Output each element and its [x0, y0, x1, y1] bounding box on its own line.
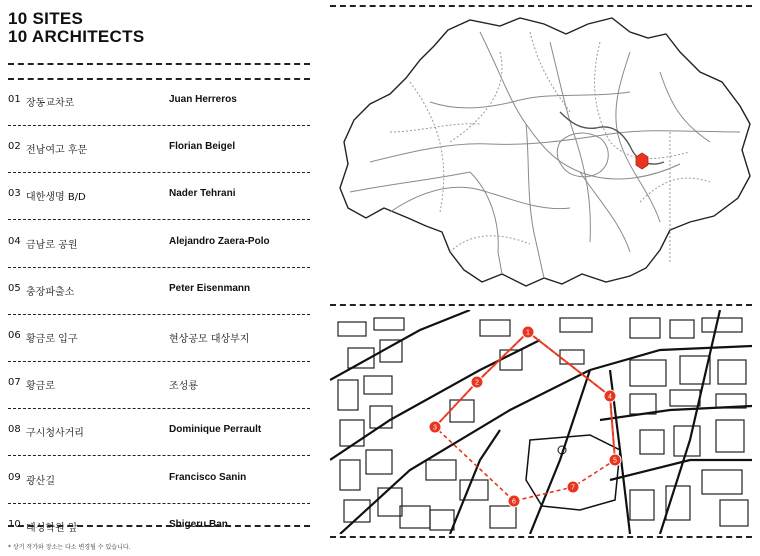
site-number: 10	[8, 518, 21, 530]
site-name: 장동교차로	[26, 98, 75, 109]
site-row	[8, 330, 308, 350]
site-location-marker	[636, 153, 648, 169]
architect-name: Francisco Sanin	[169, 471, 247, 483]
right-top-divider	[330, 5, 752, 7]
row-divider	[8, 408, 310, 409]
right-bottom-divider	[330, 536, 752, 538]
site-number: 03	[8, 188, 21, 200]
row-divider	[8, 361, 310, 362]
site-name: 충장파출소	[26, 286, 75, 298]
route-marker-label: 2	[475, 379, 479, 387]
route-marker-label: 1	[526, 329, 530, 337]
site-row	[8, 519, 308, 539]
city-map	[330, 12, 752, 297]
row-divider	[8, 172, 310, 173]
site-name: 전남여고 후문	[26, 145, 88, 157]
architect-name: 현상공모 대상부지	[169, 334, 250, 345]
site-name: 황금로	[26, 381, 55, 393]
architect-name: Peter Eisenmann	[169, 282, 251, 294]
architect-name: Florian Beigel	[169, 141, 236, 153]
site-number: 07	[8, 377, 21, 389]
site-name: 금남로 공원	[26, 239, 78, 251]
row-divider	[8, 125, 310, 126]
title-divider-bottom	[8, 78, 310, 80]
route-marker-label: 5	[613, 457, 617, 465]
route-marker-label: 4	[608, 393, 612, 401]
site-number: 01	[8, 94, 21, 105]
route-marker-label: 7	[571, 484, 575, 492]
title-line-2: 10 ARCHITECTS	[8, 27, 145, 46]
right-middle-divider	[330, 304, 752, 306]
left-bottom-divider	[8, 525, 310, 527]
site-name: 대한생명 B/D	[26, 192, 86, 204]
route-marker-label: 6	[512, 498, 516, 506]
architect-name: Shigeru Ban	[169, 518, 228, 530]
architect-name: Juan Herreros	[169, 94, 237, 105]
architect-name: 조성룡	[169, 381, 198, 393]
architect-name: Dominique Perrault	[169, 424, 262, 436]
detail-map	[330, 310, 752, 534]
site-row	[8, 188, 308, 208]
site-row	[8, 424, 308, 444]
site-number: 05	[8, 282, 21, 294]
site-row	[8, 94, 308, 114]
site-name: 황금로 입구	[26, 334, 78, 345]
site-number: 09	[8, 471, 21, 483]
site-number: 06	[8, 330, 21, 341]
row-divider	[8, 314, 310, 315]
footnote: * 상기 작가와 장소는 다소 변경될 수 있습니다.	[8, 544, 131, 551]
architect-name: Nader Tehrani	[169, 188, 236, 200]
page-title	[8, 10, 144, 46]
site-number: 02	[8, 141, 21, 153]
site-row	[8, 141, 308, 161]
route-marker-label: 3	[433, 424, 437, 432]
architect-name: Alejandro Zaera-Polo	[169, 235, 270, 247]
site-row	[8, 236, 308, 256]
site-name: 구시청사거리	[26, 428, 84, 440]
row-divider	[8, 503, 310, 504]
site-number: 04	[8, 235, 21, 247]
site-name: 대성학원 앞	[26, 522, 78, 534]
site-row	[8, 377, 308, 397]
title-divider-top	[8, 63, 310, 65]
site-name: 광산길	[26, 475, 55, 487]
row-divider	[8, 267, 310, 268]
site-row	[8, 283, 308, 303]
site-row	[8, 472, 308, 492]
city-boundary	[340, 18, 750, 286]
site-number: 08	[8, 424, 21, 436]
title-line-1: 10 SITES	[8, 9, 84, 28]
row-divider	[8, 455, 310, 456]
row-divider	[8, 219, 310, 220]
